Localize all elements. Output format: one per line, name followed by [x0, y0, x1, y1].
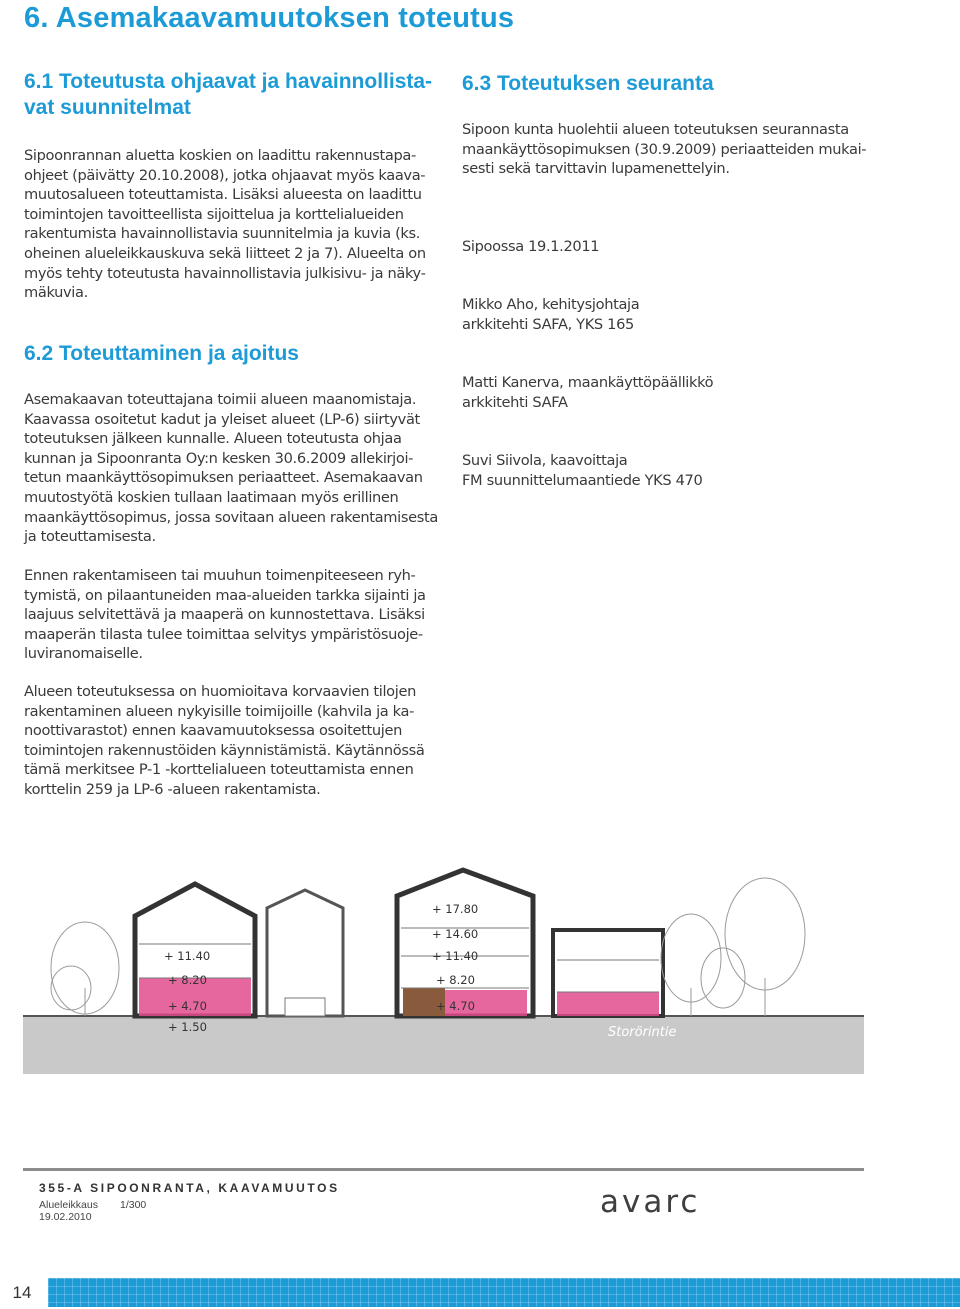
sheet-name: Alueleikkaus	[39, 1199, 98, 1211]
elevation-right-4: + 8.20	[436, 973, 475, 987]
section-6-3-heading: 6.3 Toteutuksen seuranta	[462, 72, 714, 95]
section-6-1-paragraph: Sipoonrannan aluetta koskien on laadittu rakennustapa- ohjeet (päivätty 20.10.2008), jotka ohjaavat myös kaava- muutosalueen toteuttamista. Lisäksi alueesta on laadittu toimintojen tavoitteellista sijoittelua ja korttelialueiden rakentumista havainnollistavia suunnitelmia ja kuvia (ks. oheinen alueleikkauskuva sekä liitteet 2 ja 7). Alueelta on myös tehty toteutusta havainnollistavia julkisivu- ja näky- mäkuvia.	[24, 147, 426, 302]
signatory-title: FM suunnittelumaantiede YKS 470	[462, 471, 703, 489]
middle-building-icon	[267, 890, 343, 1016]
ground-fill	[23, 1016, 864, 1074]
place-date: Sipoossa 19.1.2011	[462, 238, 600, 255]
elevation-left-1: + 11.40	[164, 949, 211, 963]
section-drawing-svg	[23, 838, 864, 1074]
page-number: 14	[12, 1283, 32, 1302]
title-block-rule	[23, 1168, 864, 1171]
avarc-logo: avarc	[600, 1184, 701, 1220]
section-6-2-heading: 6.2 Toteuttaminen ja ajoitus	[24, 342, 299, 365]
section-6-1-heading: 6.1 Toteutusta ohjaavat ja havainnollista- vat suunnitelmat	[24, 70, 433, 119]
project-title: 355-A SIPOONRANTA, KAAVAMUUTOS	[39, 1181, 340, 1195]
elevation-right-1: + 17.80	[432, 902, 479, 916]
page-title: 6. Asemakaavamuutoksen toteutus	[24, 2, 515, 34]
trees-left-icon	[51, 922, 119, 1016]
section-6-3-paragraph: Sipoon kunta huolehtii alueen toteutuksen seurannasta maankäyttösopimuksen (30.9.2009) periaatteiden mukai- sesti sekä tarvittavin lupamenettelyin.	[462, 121, 867, 178]
section-6-2-paragraph-2: Ennen rakentamiseen tai muuhun toimenpiteeseen ryh- tymistä, on pilaantuneiden maa-alueiden tarkka sijainti ja laajuus selvitettävä ja maaperä on kunnostettava. Lisäksi maaperän tilasta tulee toimittaa selvitys ympäristösuoje- luviranomaiselle.	[24, 567, 426, 663]
signature-2	[462, 373, 902, 412]
elevation-left-3: + 4.70	[168, 999, 207, 1013]
right-building-icon	[553, 930, 663, 1016]
elevation-left-4: + 1.50	[168, 1020, 207, 1034]
signature-1	[462, 295, 902, 334]
sheet-date: 19.02.2010	[39, 1211, 92, 1223]
trees-right-icon	[661, 878, 805, 1016]
signatory-title: arkkitehti SAFA, YKS 165	[462, 315, 634, 333]
signatory-name: Matti Kanerva, maankäyttöpäällikkö	[462, 374, 714, 391]
elevation-right-3: + 11.40	[432, 949, 479, 963]
elevation-left-2: + 8.20	[168, 973, 207, 987]
signatory-title: arkkitehti SAFA	[462, 393, 568, 411]
section-6-2-paragraph-3: Alueen toteutuksessa on huomioitava korvaavien tilojen rakentaminen alueen nykyisille toimijoille (kahvila ja ka- noottivarastot) ennen kaavamuutoksessa osoitettujen toimintojen rakennustöiden käynnistämistä. Käytännössä tämä merkitsee P-1 -korttelialueen toteuttamista ennen korttelin 259 ja LP-6 -alueen rakentamista.	[24, 683, 425, 798]
central-building-icon	[397, 870, 533, 1016]
elevation-right-5: + 4.70	[436, 999, 475, 1013]
area-section-drawing	[23, 838, 864, 1074]
signatory-name: Mikko Aho, kehitysjohtaja	[462, 296, 640, 313]
signatory-name: Suvi Siivola, kaavoittaja	[462, 452, 628, 469]
elevation-right-2: + 14.60	[432, 927, 479, 941]
section-6-2-paragraph-1: Asemakaavan toteuttajana toimii alueen maanomistaja. Kaavassa osoitetut kadut ja yleiset alueet (LP-6) siirtyvät toteutuksen jälkeen kunnalle. Alueen toteutusta ohjaa kunnan ja Sipoonranta Oy:n kesken 30.6.2009 allekirjoi- tetun maankäyttösopimuksen periaatteet. Asemakaavan muutostyötä koskien tullaan laatimaan myös erillinen maankäyttösopimus, jossa sovitaan alueen rakentamisesta ja toteuttamisesta.	[24, 391, 438, 546]
signature-3	[462, 451, 902, 490]
sheet-scale: 1/300	[120, 1199, 147, 1211]
footer-strip	[48, 1278, 960, 1307]
street-label: Storörintie	[608, 1025, 677, 1040]
